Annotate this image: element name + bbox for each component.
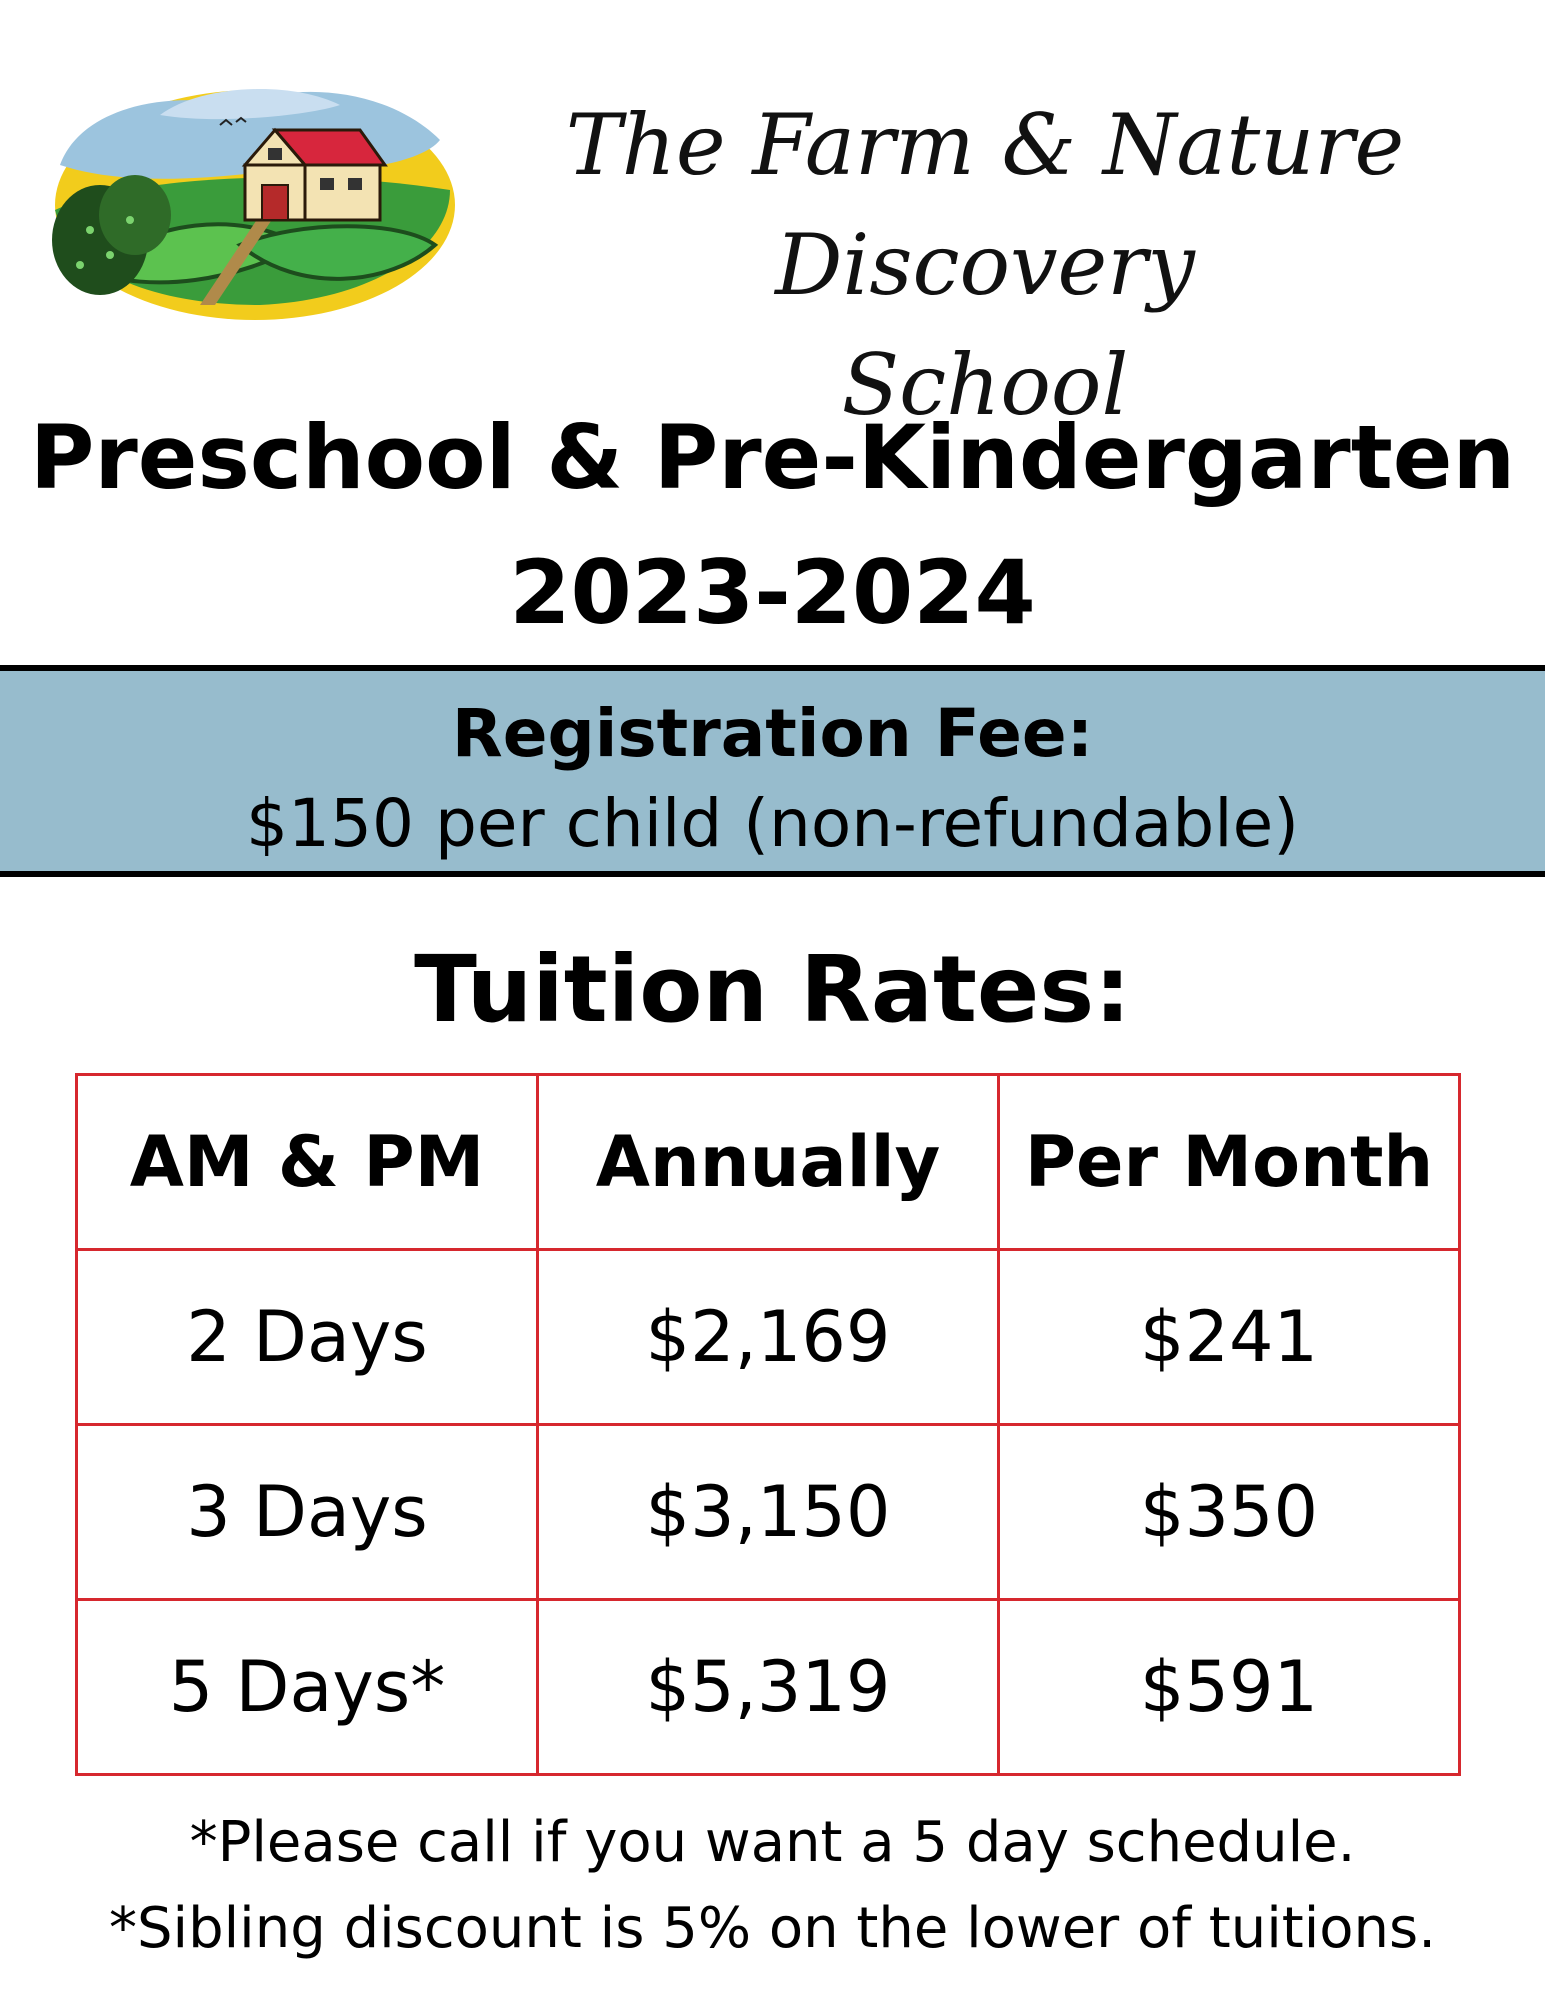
schedule-cell: 5 Days* (77, 1600, 538, 1775)
footnote-sibling-discount: *Sibling discount is 5% on the lower of tuitions. (108, 1896, 1437, 1961)
page-title (0, 390, 1545, 660)
program-title: Preschool & Pre-Kindergarten (29, 406, 1516, 509)
school-name-line2: School (841, 336, 1129, 434)
annual-rate-cell: $5,319 (538, 1600, 999, 1775)
farm-logo (40, 70, 460, 330)
annual-rate-cell: $3,150 (538, 1425, 999, 1600)
school-year: 2023-2024 (509, 541, 1036, 644)
schedule-cell: 3 Days (77, 1425, 538, 1600)
table-row (77, 1250, 1460, 1425)
column-header-annually: Annually (538, 1075, 999, 1250)
footnote-five-day: *Please call if you want a 5 day schedule. (189, 1810, 1356, 1875)
tuition-heading: Tuition Rates: (414, 936, 1131, 1043)
monthly-rate-cell: $241 (999, 1250, 1460, 1425)
monthly-rate-cell: $591 (999, 1600, 1460, 1775)
annual-rate-cell: $2,169 (538, 1250, 999, 1425)
footnotes (0, 1800, 1545, 1972)
column-header-per-month: Per Month (999, 1075, 1460, 1250)
schedule-cell: 2 Days (77, 1250, 538, 1425)
registration-fee-label: Registration Fee: (451, 695, 1094, 772)
tuition-table (75, 1073, 1461, 1776)
registration-fee-value: $150 per child (non-refundable) (246, 785, 1299, 862)
school-name-line1: The Farm & Nature Discovery (565, 96, 1405, 314)
table-header-row (77, 1075, 1460, 1250)
farm-barn-landscape-icon (40, 70, 460, 330)
monthly-rate-cell: $350 (999, 1425, 1460, 1600)
table-row (77, 1600, 1460, 1775)
registration-fee-band (0, 665, 1545, 877)
table-row (77, 1425, 1460, 1600)
column-header-schedule: AM & PM (77, 1075, 538, 1250)
